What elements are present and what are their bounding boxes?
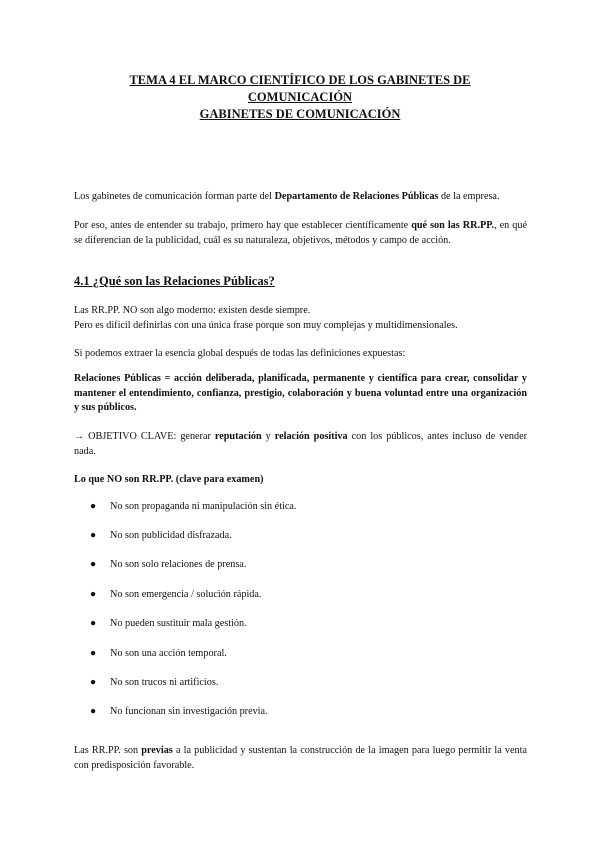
bullet-icon: ● [90,501,97,512]
list-item-text: No son solo relaciones de prensa. [110,559,247,570]
objective-bold-text: reputación [214,431,262,442]
list-item-text: No son emergencia / solución rápida. [110,589,262,600]
list-item-text: No son publicidad disfrazada. [110,530,232,541]
bullet-icon: ● [90,589,97,600]
paragraph-line: Pero es difícil definirlas con una única frase porque son muy complejas y multidimensionales. [74,319,458,331]
bullet-icon: ● [90,530,97,541]
list-item [90,500,296,514]
list-item-text: No son trucos ni artificios. [110,677,219,688]
list-item-text: No funcionan sin investigación previa. [110,706,268,717]
intro-bold-text: qué son las RR.PP. [411,220,495,231]
list-item [90,588,261,602]
bullet-icon: ● [90,648,97,659]
list-item [90,676,218,690]
bullet-icon: ● [90,559,97,570]
objective-bold-text: relación positiva [274,431,348,442]
intro-paragraph-1 [74,190,527,205]
title-line-1: TEMA 4 EL MARCO CIENTÍFICO DE LOS GABINETES DE [129,73,471,87]
list-item [90,647,227,661]
bullet-icon: ● [90,706,97,717]
list-item [90,529,232,543]
list-item-text: No son una acción temporal. [110,648,227,659]
title-line-2: COMUNICACIÓN [247,90,353,104]
final-bold-text: previas [141,745,173,756]
section-heading: 4.1 ¿Qué son las Relaciones Públicas? [74,274,275,288]
objective-paragraph [74,430,527,459]
final-text: Las RR.PP. son [74,745,142,756]
list-item [90,558,246,572]
intro-text: de la empresa. [438,191,500,202]
title-block [60,72,540,123]
title-line-3: GABINETES DE COMUNICACIÓN [199,107,401,121]
paragraph-line: Las RR.PP. NO son algo moderno: existen desde siempre. [74,305,311,316]
intro-paragraph-2 [74,219,527,248]
final-text: a la publicidad y sustentan la construcción de la imagen para luego permitir la venta con predisposición favorable. [74,745,527,771]
objective-text: → OBJETIVO CLAVE: generar [74,431,215,442]
intro-text: , en qué se diferencian de la publicidad, cuál es su naturaleza, objetivos, métodos y campo de acción. [74,220,527,246]
list-item-text: No pueden sustituir mala gestión. [110,618,247,629]
definition-paragraph: Relaciones Públicas = acción deliberada, planificada, permanente y científica para crear, consolidar y mantener el entendimiento, confianza, prestigio, colaboración y buena voluntad entre una organización y sus públicos. [74,373,527,413]
bullet-icon: ● [90,677,97,688]
bullet-icon: ● [90,618,97,629]
intro-text: Por eso, antes de entender su trabajo, primero hay que establecer científicamente [74,220,412,231]
intro-text: Los gabinetes de comunicación forman parte del [74,191,275,202]
list-item-text: No son propaganda ni manipulación sin ética. [110,501,297,512]
not-rrpp-heading: Lo que NO son RR.PP. (clave para examen) [74,474,264,485]
section-paragraph-2: Si podemos extraer la esencia global después de todas las definiciones expuestas: [74,348,406,359]
objective-text: con los públicos, antes incluso de vender nada. [74,431,527,457]
list-item [90,705,268,719]
final-paragraph [74,744,527,773]
intro-bold-text: Departamento de Relaciones Públicas [274,191,439,202]
objective-text: y [261,431,275,442]
list-item [90,617,247,631]
section-paragraph-1 [74,304,527,333]
